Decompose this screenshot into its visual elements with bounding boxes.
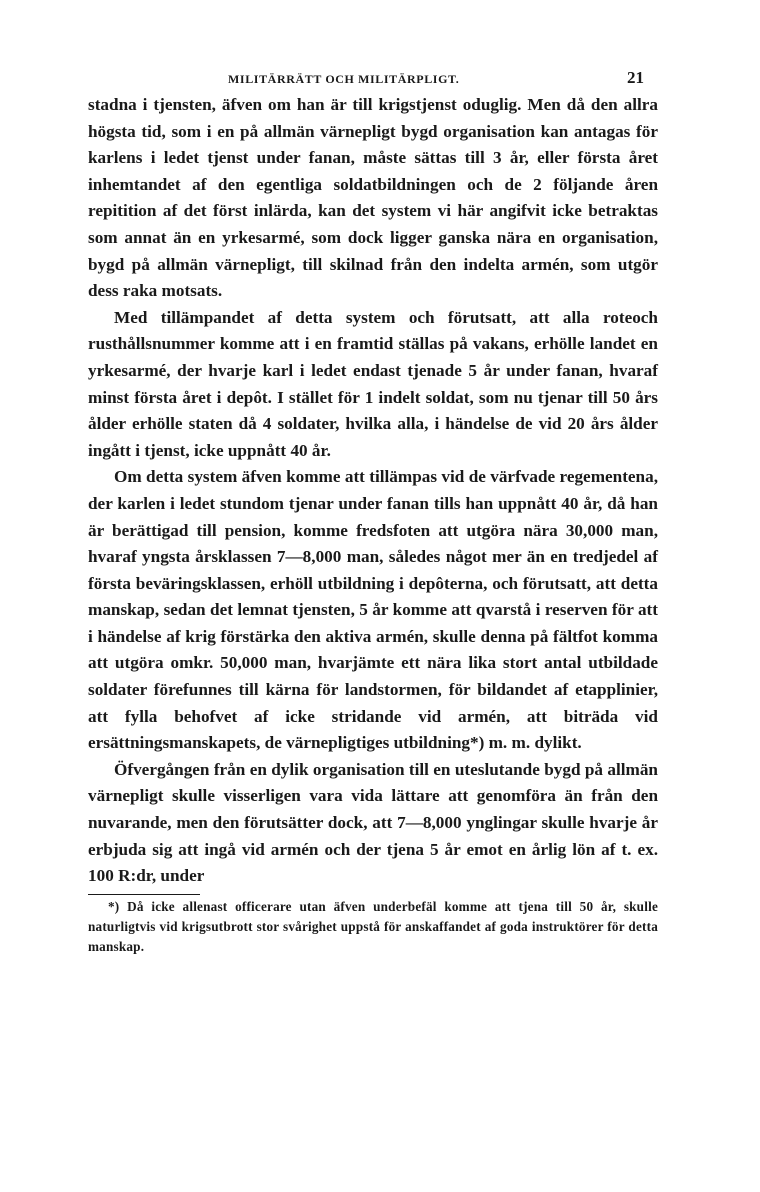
book-page xyxy=(88,66,658,957)
paragraph: stadna i tjensten, äfven om han är till krigstjenst oduglig. Men då den allra högsta tid, som i en på allmän värnepligt bygd organisation kan antagas för karlens i ledet tjenst under fanan, måste sättas till 3 år, eller första året inhemtandet af den egentliga soldatbildningen och de 2 följande åren repitition af det först inlärda, kan det system vi här angifvit icke betraktas som annat än en yrkesarmé, som dock ligger ganska nära en organisation, bygd på allmän värnepligt, till skilnad från den indelta armén, som utgör dess raka motsats. xyxy=(88,95,658,301)
page-header xyxy=(88,66,658,92)
body-text xyxy=(88,92,658,890)
footnote-divider xyxy=(88,894,200,895)
paragraph: Öfvergången från en dylik organisation till en uteslutande bygd på allmän värnepligt skulle visserligen vara vida lättare att genomföra än från den nuvarande, men den förutsätter dock, att 7—8,000 ynglingar skulle hvarje år erbjuda sig att ingå vid armén och der tjena 5 år emot en årlig lön af t. ex. 100 R:dr, under xyxy=(88,759,658,886)
running-head: MILITÄRRÄTT OCH MILITÄRPLIGT. xyxy=(228,72,460,86)
paragraph: Om detta system äfven komme att tillämpas vid de värfvade regementena, der karlen i ledet stundom tjenar under fanan tills han uppnått 40 år, då han är berättigad till pension, komme fredsfoten att utgöra nära 30,000 man, hvaraf yngsta årsklassen 7—8,000 man, således något mer än en tredjedel af första beväringsklassen, erhöll utbildning i depôterna, och förutsatt, att detta manskap, sedan det lemnat tjensten, 5 år komme att qvarstå i reserven för att i händelse af krig förstärka den aktiva armén, skulle denna på fältfot komma att utgöra omkr. 50,000 man, hvarjämte ett nära lika stort antal utbildade soldater förefunnes till kärna för landstormen, för bildandet af etapplinier, att fylla behofvet af icke stridande vid armén, att biträda vid ersättningsmanskapets, de värnepligtiges utbildning*) m. m. dylikt. xyxy=(88,467,658,753)
footnote: *) Då icke allenast officerare utan äfven underbefäl komme att tjena till 50 år, skulle naturligtvis vid krigsutbrott stor svårighet uppstå för anskaffandet af goda instruktörer för detta manskap. xyxy=(88,898,658,954)
page-number: 21 xyxy=(627,68,644,87)
paragraph: Med tillämpandet af detta system och förutsatt, att alla roteoch rusthållsnummer komme att i en framtid ställas på vakans, erhölle landet en yrkesarmé, der hvarje karl i ledet endast tjenade 5 år under fanan, hvaraf minst första året i depôt. I stället för 1 indelt soldat, som nu tjenar till 50 års ålder erhölle staten då 4 soldater, hvilka alla, i händelse de vid 20 års ålder ingått i tjenst, icke uppnått 40 år. xyxy=(88,307,658,460)
